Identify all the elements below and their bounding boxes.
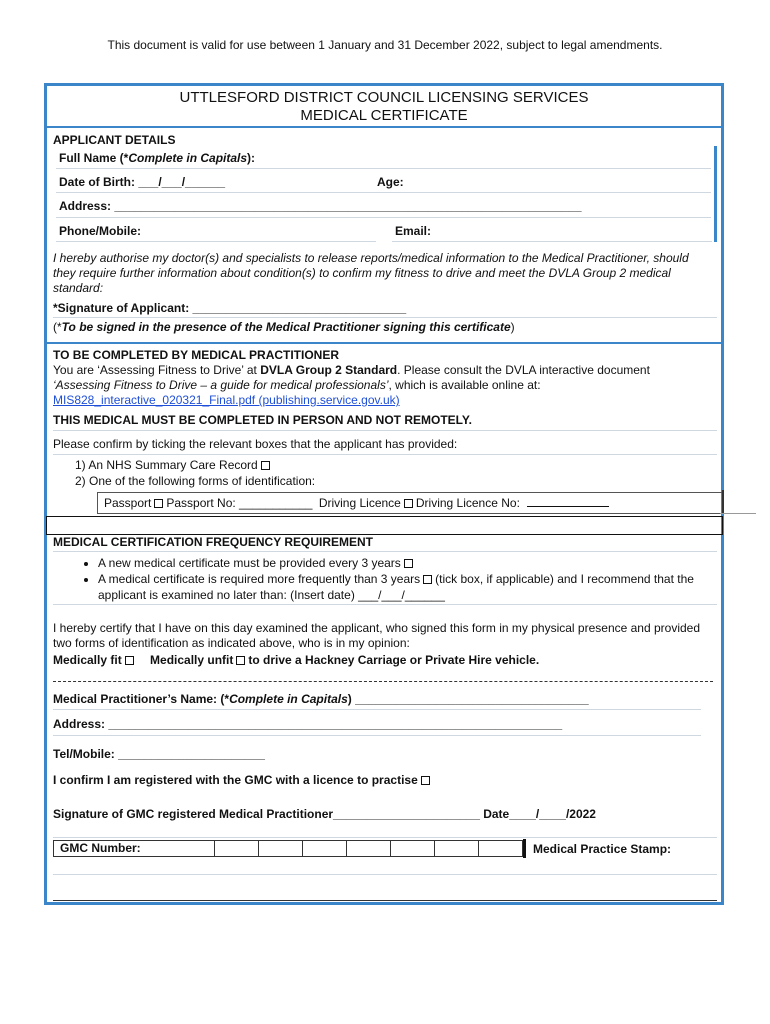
passport-checkbox[interactable] [154, 499, 163, 508]
validity-note: This document is valid for use between 1 January and 31 December 2022, subject to legal amendments. [107, 38, 663, 52]
three-years-checkbox[interactable] [404, 559, 413, 568]
age-field[interactable]: Age: [377, 175, 404, 189]
guide-reference: ‘Assessing Fitness to Drive – a guide for medical professionals’, which is available online at: [53, 378, 541, 392]
identification-options: Passport Passport No: ___________ Driving Licence Driving Licence No: [104, 496, 609, 510]
applicant-signature-field[interactable]: *Signature of Applicant: ________________________________ [53, 301, 407, 315]
frequency-list [60, 555, 738, 603]
authorisation-text: I hereby authorise my doctor(s) and specialists to release reports/medical information to the Medical Practitioner, should they require further information about condition(s) to confirm my fitness to drive and meet the DVLA Group 2 medical standard: [53, 251, 689, 295]
frequency-option-more-frequent: • A medical certificate is required more frequently than 3 years (tick box, if applicable) and I recommend that the applicant is examined no later than: (Insert date) ___/___/______ [98, 571, 708, 603]
gmc-number-row [53, 840, 526, 857]
in-person-notice: THIS MEDICAL MUST BE COMPLETED IN PERSON AND NOT REMOTELY. [53, 413, 472, 427]
gmc-digit-cell[interactable] [303, 840, 347, 857]
bottom-line [53, 900, 717, 901]
practitioner-signature-field[interactable]: Signature of GMC registered Medical Practitioner______________________ Date____/____/2022 [53, 807, 596, 821]
gmc-digit-cell[interactable] [435, 840, 479, 857]
gmc-registration-confirm: I confirm I am registered with the GMC with a licence to practise [53, 773, 433, 787]
fitness-decision: Medically fit Medically unfit to drive a Hackney Carriage or Private Hire vehicle. [53, 653, 540, 667]
date-of-birth-field[interactable]: Date of Birth: ___/___/______ [59, 175, 226, 189]
gmc-digit-cell[interactable] [259, 840, 303, 857]
practitioner-heading: TO BE COMPLETED BY MEDICAL PRACTITIONER [53, 348, 340, 362]
medically-fit-checkbox[interactable] [125, 656, 134, 665]
section-divider [46, 342, 722, 344]
practitioner-name-field[interactable]: Medical Practitioner’s Name: (*Complete in Capitals) ___________________________________ [53, 692, 589, 706]
nhs-record-checkbox[interactable] [261, 461, 270, 470]
gmc-digit-cell[interactable] [479, 840, 523, 857]
gmc-digit-cell[interactable] [347, 840, 391, 857]
dvla-guide-link[interactable]: MIS828_interactive_020321_Final.pdf (publishing.service.gov.uk) [53, 393, 400, 407]
certification-text: I hereby certify that I have on this day examined the applicant, who signed this form in my physical presence and provided two forms of identification as indicated above, who is in my opinion: [53, 621, 701, 650]
gmc-confirm-checkbox[interactable] [421, 776, 430, 785]
driving-licence-checkbox[interactable] [404, 499, 413, 508]
email-field[interactable]: Email: [395, 224, 432, 238]
assessing-intro: You are ‘Assessing Fitness to Drive’ at DVLA Group 2 Standard. Please consult the DVLA interactive document [53, 363, 650, 377]
nhs-record-item: 1) An NHS Summary Care Record [75, 458, 273, 472]
full-name-label: Full Name (*Complete in Capitals): [59, 151, 256, 165]
gmc-digit-cell[interactable] [215, 840, 259, 857]
applicant-heading: APPLICANT DETAILS [53, 133, 176, 147]
driving-licence-number-input[interactable] [527, 506, 609, 507]
applicant-address-field[interactable]: Address: ______________________________________________________________________ [59, 199, 582, 213]
certificate-title: MEDICAL CERTIFICATE [300, 107, 468, 124]
frequency-heading: MEDICAL CERTIFICATION FREQUENCY REQUIREMENT [53, 535, 374, 549]
practitioner-address-field[interactable]: Address: ____________________________________________________________________ [53, 717, 563, 731]
gmc-digit-cell[interactable] [391, 840, 435, 857]
phone-mobile-field[interactable]: Phone/Mobile: [59, 224, 141, 238]
gmc-number-label: GMC Number: [53, 840, 215, 857]
practice-stamp-label: Medical Practice Stamp: [533, 842, 672, 856]
blank-row [46, 516, 723, 535]
medically-unfit-checkbox[interactable] [236, 656, 245, 665]
more-frequent-checkbox[interactable] [423, 575, 432, 584]
confirm-instruction: Please confirm by ticking the relevant boxes that the applicant has provided: [53, 437, 458, 451]
fitness-underline [53, 681, 713, 682]
identification-item: 2) One of the following forms of identification: [75, 474, 316, 488]
frequency-option-3-years: • A new medical certificate must be provided every 3 years [98, 555, 738, 571]
signing-presence-note: (*To be signed in the presence of the Medical Practitioner signing this certificate) [53, 320, 515, 334]
council-title: UTTLESFORD DISTRICT COUNCIL LICENSING SERVICES [179, 89, 589, 106]
practitioner-tel-field[interactable]: Tel/Mobile: ______________________ [53, 747, 265, 761]
applicant-right-border [714, 146, 717, 242]
